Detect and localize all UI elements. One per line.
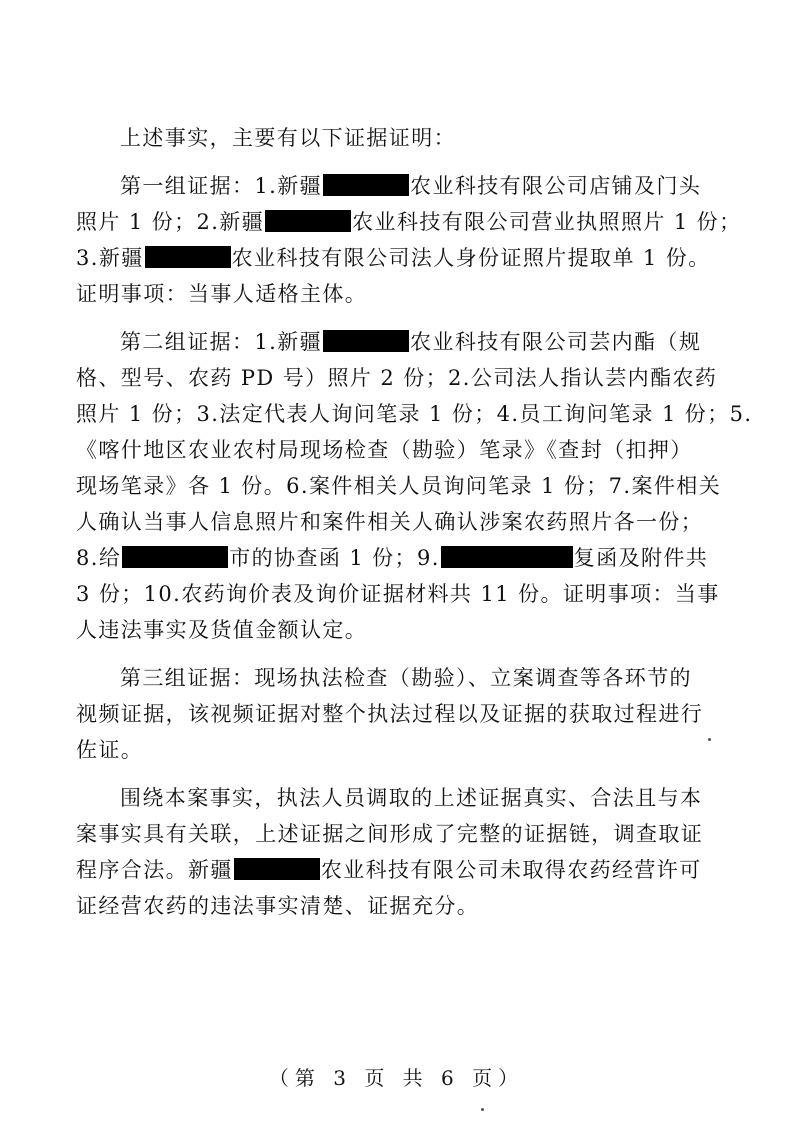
evidence-group-3 <box>76 660 706 768</box>
intro-line: 上述事实，主要有以下证据证明： <box>120 126 456 150</box>
text-line: 格、型号、农药 PD 号）照片 2 份；2.公司法人指认芸内酯农药 <box>76 366 718 390</box>
text-line: 照片 1 份；3.法定代表人询问笔录 1 份；4.员工询问笔录 1 份；5. <box>76 402 753 426</box>
page-number: （第 3 页 共 6 页） <box>268 1066 525 1090</box>
text-line: 人确认当事人信息照片和案件相关人确认涉案农药照片各一份； <box>76 510 704 534</box>
text-line: 《喀什地区农业农村局现场检查（勘验）笔录》《查封（扣押） <box>76 438 693 462</box>
evidence-group-1 <box>76 168 742 312</box>
text-line: 视频证据，该视频证据对整个执法过程以及证据的获取过程进行 <box>76 702 704 726</box>
redaction-block <box>323 174 409 196</box>
text-line: 现场笔录》各 1 份。6.案件相关人员询问笔录 1 份；7.案件相关 <box>76 474 722 498</box>
redaction-block <box>323 330 409 352</box>
text-line: 佐证。 <box>76 738 144 762</box>
text-line: 照片 1 份；2.新疆 农业科技有限公司营业执照照片 1 份； <box>76 210 742 234</box>
text-line: 围绕本案事实，执法人员调取的上述证据真实、合法且与本 <box>120 786 703 810</box>
scan-speck <box>481 1108 484 1111</box>
text-line: 案事实具有关联，上述证据之间形成了完整的证据链，调查取证 <box>76 822 704 846</box>
text-line: 8.给 市的协查函 1 份；9. 复函及附件共 <box>76 546 709 570</box>
text-line: 证明事项：当事人适格主体。 <box>76 282 368 306</box>
document-body <box>76 120 753 924</box>
redaction-block <box>145 246 231 268</box>
conclusion-paragraph <box>76 780 706 924</box>
text-line: 第一组证据：1.新疆 农业科技有限公司店铺及门头 <box>120 174 702 198</box>
redaction-block <box>122 546 228 568</box>
scan-speck <box>708 738 711 741</box>
text-line: 证经营农药的违法事实清楚、证据充分。 <box>76 894 480 918</box>
redaction-block <box>441 546 573 568</box>
text-line: 人违法事实及货值金额认定。 <box>76 618 368 642</box>
text-line: 程序合法。新疆 农业科技有限公司未取得农药经营许可 <box>76 858 702 882</box>
text-line: 第三组证据：现场执法检查（勘验）、立案调查等各环节的 <box>120 666 692 690</box>
redaction-block <box>234 858 320 880</box>
text-line: 第二组证据：1.新疆 农业科技有限公司芸内酯（规 <box>120 330 702 354</box>
evidence-group-2 <box>76 324 753 648</box>
redaction-block <box>265 210 351 232</box>
text-line: 3.新疆 农业科技有限公司法人身份证照片提取单 1 份。 <box>76 246 711 270</box>
text-line: 3 份；10.农药询价表及询价证据材料共 11 份。证明事项：当事 <box>76 582 720 606</box>
